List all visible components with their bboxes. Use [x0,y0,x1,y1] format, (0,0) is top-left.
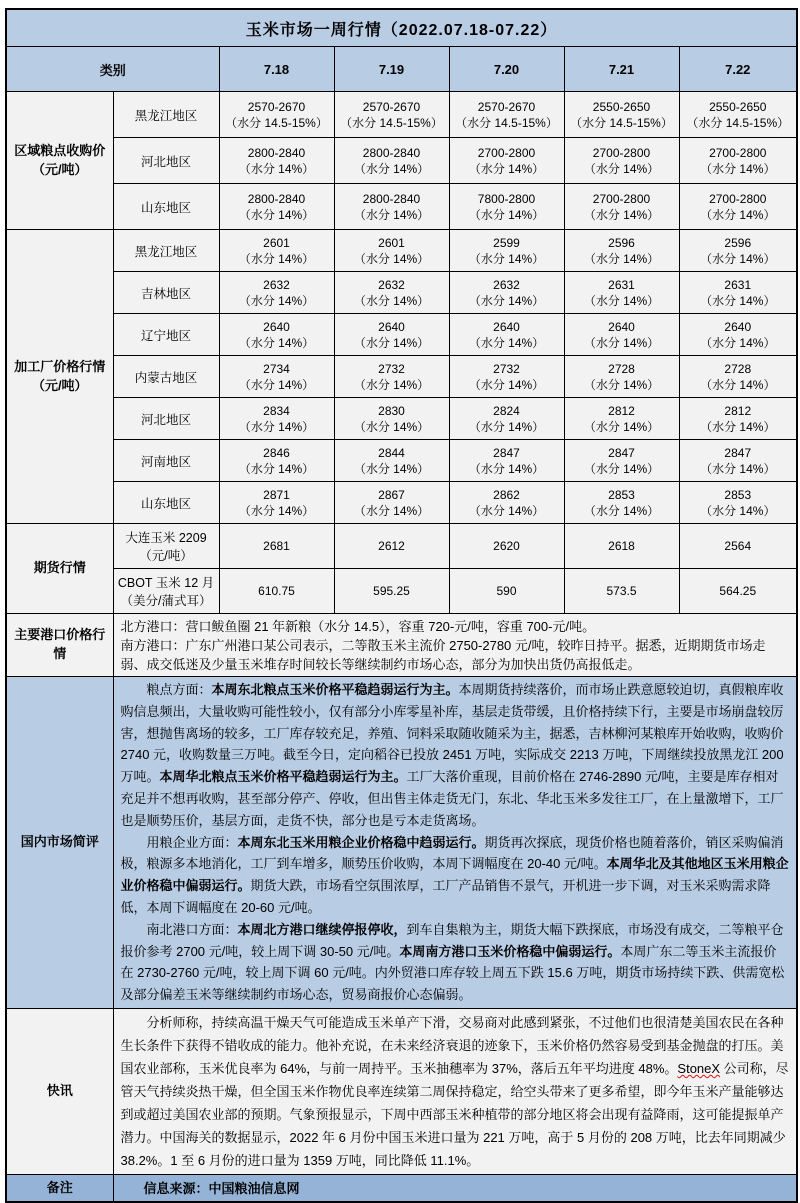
paragraph: 南北港口方面：本周北方港口继续停报停收，到车自集粮为主，期货大幅下跌探底，市场没有成交，二等粮平仓报价参考 2700 元/吨，较上周下调 30-50 元/吨。本周南方港口玉米价格稳中偏弱运行。本周广东二等玉米主流报价在 2730-2760 元/吨，较上周下调 60 元/吨。内外贸港口库存较上周五下跌 15.6 万吨，期货市场持续下跌、供需宽松及部分偏差玉米等继续制约市场心态，贸易商报价心态偏弱。 [120,921,785,1003]
price-cell: 2601 （水分 14%） [219,230,334,272]
futures-section [6,524,797,614]
news-section-text [113,1008,797,1174]
row-label: 内蒙古地区 [113,356,219,398]
price-cell: 2824 （水分 14%） [449,398,564,440]
price-cell: 2640 （水分 14%） [219,314,334,356]
table-row [6,230,797,272]
price-cell: 2847 （水分 14%） [564,440,679,482]
table-row [6,138,797,184]
note-section-label: 备注 [6,1174,113,1202]
price-cell: 2847 （水分 14%） [449,440,564,482]
price-cell: 2632 （水分 14%） [219,272,334,314]
price-cell: 564.25 [679,569,797,614]
row-label: 辽宁地区 [113,314,219,356]
factory-price-section [6,230,797,524]
price-cell: 2570-2670 （水分 14.5-15%） [449,92,564,138]
info-source-text: 信息来源：中国粮油信息网 [113,1174,797,1202]
price-cell: 2550-2650 （水分 14.5-15%） [564,92,679,138]
price-cell: 2728 （水分 14%） [564,356,679,398]
port-section-text [113,614,797,677]
price-cell: 595.25 [334,569,449,614]
table-row [6,482,797,524]
table-row [6,184,797,230]
price-cell: 2800-2840 （水分 14%） [219,184,334,230]
price-cell: 2800-2840 （水分 14%） [219,138,334,184]
price-cell: 2550-2650 （水分 14.5-15%） [679,92,797,138]
price-cell: 2640 （水分 14%） [449,314,564,356]
review-section-text [113,677,797,1009]
price-cell: 2631 （水分 14%） [564,272,679,314]
price-cell: 2570-2670 （水分 14.5-15%） [219,92,334,138]
price-cell: 2640 （水分 14%） [679,314,797,356]
price-cell: 2618 [564,524,679,569]
price-cell: 2812 （水分 14%） [564,398,679,440]
price-cell: 2700-2800 （水分 14%） [679,138,797,184]
row-label: 大连玉米 2209 （元/吨） [113,524,219,569]
column-header-date-3: 7.20 [449,47,564,92]
row-label: 河北地区 [113,398,219,440]
column-header-category: 类别 [6,47,219,92]
price-cell: 2847 （水分 14%） [679,440,797,482]
price-cell: 2732 （水分 14%） [449,356,564,398]
row-label: 黑龙江地区 [113,230,219,272]
price-cell: 2620 [449,524,564,569]
paragraph: 分析师称，持续高温干燥天气可能造成玉米单产下滑，交易商对此感到紧张，不过他们也很清楚美国农民在各种生长条件下获得不错收成的能力。他补充说，在未来经济衰退的迹象下，玉米价格仍然容易受到基金抛盘的打压。美国农业部称，玉米优良率为 64%，与前一周持平。玉米抽穗率为 37%，落后五年平均进度 48%。StoneX 公司称，尽管天气持续炎热干燥，但全国玉米作物优良率连续第二周保持稳定，给空头带来了更多希望，即今年玉米产量能够达到或超过美国农业部的预期。气象预报显示，下周中西部玉米种植带的部分地区将会出现有益降雨，这可能提振单产潜力。中国海关的数据显示，2022 年 6 月份中国玉米进口量为 221 万吨，高于 5 月份的 208 万吨，比去年同期减少 38.2%。1 至 6 月份的进口量为 1359 万吨，同比降低 11.1%。 [120,1014,789,1168]
row-label: 吉林地区 [113,272,219,314]
price-cell: 590 [449,569,564,614]
table-row [6,272,797,314]
price-cell: 2632 （水分 14%） [334,272,449,314]
price-cell: 2612 [334,524,449,569]
table-row [6,569,797,614]
price-cell: 2728 （水分 14%） [679,356,797,398]
price-cell: 573.5 [564,569,679,614]
futures-label: 期货行情 [6,524,113,614]
news-section-label: 快讯 [6,1008,113,1174]
price-cell: 2640 （水分 14%） [564,314,679,356]
header-row [6,47,797,92]
paragraph: 南方港口：广东广州港口某公司表示，二等散玉米主流价 2750-2780 元/吨，较昨日持平。据悉，近期期货市场走弱、成交低迷及少量玉米堆存时间较长等继续制约市场心态，部分为加快出货仍高报低走。 [120,637,766,672]
price-cell: 2846 （水分 14%） [219,440,334,482]
note-row [6,1174,797,1202]
region-purchase-price-label: 区域粮点收购价 （元/吨） [6,92,113,230]
table-row [6,440,797,482]
price-cell: 2834 （水分 14%） [219,398,334,440]
column-header-date-1: 7.18 [219,47,334,92]
price-cell: 2631 （水分 14%） [679,272,797,314]
price-cell: 2871 （水分 14%） [219,482,334,524]
price-cell: 2862 （水分 14%） [449,482,564,524]
price-cell: 2681 [219,524,334,569]
price-cell: 2732 （水分 14%） [334,356,449,398]
row-label: 河北地区 [113,138,219,184]
corn-market-table [5,8,798,1203]
price-cell: 2700-2800 （水分 14%） [449,138,564,184]
price-cell: 2601 （水分 14%） [334,230,449,272]
port-section-label: 主要港口价格行情 [6,614,113,677]
price-cell: 2640 （水分 14%） [334,314,449,356]
table-row [6,524,797,569]
price-cell: 2596 （水分 14%） [679,230,797,272]
price-cell: 2800-2840 （水分 14%） [334,184,449,230]
table-row [6,92,797,138]
price-cell: 2700-2800 （水分 14%） [679,184,797,230]
table-row [6,398,797,440]
price-cell: 610.75 [219,569,334,614]
region-purchase-section [6,92,797,230]
price-cell: 2853 （水分 14%） [564,482,679,524]
paragraph: 北方港口：营口鲅鱼圈 21 年新粮（水分 14.5），容重 720-元/吨，容重 700-元/吨。 [120,618,596,634]
price-cell: 2734 （水分 14%） [219,356,334,398]
price-cell: 2830 （水分 14%） [334,398,449,440]
price-cell: 2700-2800 （水分 14%） [564,184,679,230]
row-label: CBOT 玉米 12 月 （美分/蒲式耳） [113,569,219,614]
price-cell: 2564 [679,524,797,569]
row-label: 山东地区 [113,482,219,524]
port-price-row [6,614,797,677]
price-cell: 2599 （水分 14%） [449,230,564,272]
paragraph: 用粮企业方面：本周东北玉米用粮企业价格稳中趋弱运行。期货再次探底，现货价格也随着落价，销区采购偏消极，粮源多本地消化，工厂到车增多，顺势压价收购，本周下调幅度在 20-40 元/吨。本周华北及其他地区玉米用粮企业价格稳中偏弱运行。期货大跌，市场看空氛围浓厚，工厂产品销售不景气，开机进一步下调，对玉米采购需求降低，本周下调幅度在 20-60 元/吨。 [120,834,789,915]
row-label: 黑龙江地区 [113,92,219,138]
market-review-row [6,677,797,1009]
price-cell: 2596 （水分 14%） [564,230,679,272]
review-section-label: 国内市场简评 [6,677,113,1009]
news-row [6,1008,797,1174]
paragraph: 粮点方面：本周东北粮点玉米价格平稳趋弱运行为主。本周期货持续落价，而市场止跌意愿较迫切，真假粮库收购信息频出，大量收购可能性较小，仅有部分小库零星补库，基层走货带缓，且价格持续下行，主要是市场崩盘较厉害，想抛售离场的较多，工厂库存较充足，养殖、饲料采取随收随采为主，据悉，吉林柳河某粮库开始收购，收购价 2740 元，收购数量三万吨。截至今日，定向稻谷已投放 2451 万吨，实际成交 2213 万吨，下周继续投放黑龙江 200 万吨。本周华北粮点玉米价格平稳趋弱运行为主。工厂大落价重现，目前价格在 2746-2890 元/吨，主要是库存相对充足并不想再收购，甚至部分停产、停收，但出售主体走货无门，东北、华北玉米多发往工厂，在上量激增下，工厂也是顺势压价，基层方面，走货不快，部分也是亏本走货离场。 [120,682,784,828]
table-row [6,356,797,398]
price-cell: 2812 （水分 14%） [679,398,797,440]
price-cell: 2844 （水分 14%） [334,440,449,482]
row-label: 河南地区 [113,440,219,482]
column-header-date-4: 7.21 [564,47,679,92]
price-cell: 2800-2840 （水分 14%） [334,138,449,184]
title-row [6,9,797,47]
price-cell: 2632 （水分 14%） [449,272,564,314]
row-label: 山东地区 [113,184,219,230]
column-header-date-5: 7.22 [679,47,797,92]
price-cell: 2700-2800 （水分 14%） [564,138,679,184]
price-cell: 7800-2800 （水分 14%） [449,184,564,230]
column-header-date-2: 7.19 [334,47,449,92]
factory-price-label: 加工厂价格行情 （元/吨） [6,230,113,524]
spellcheck-squiggle-text: StoneX [677,1060,721,1076]
page-title: 玉米市场一周行情（2022.07.18-07.22） [6,9,797,47]
price-cell: 2867 （水分 14%） [334,482,449,524]
table-row [6,314,797,356]
price-cell: 2570-2670 （水分 14.5-15%） [334,92,449,138]
price-cell: 2853 （水分 14%） [679,482,797,524]
